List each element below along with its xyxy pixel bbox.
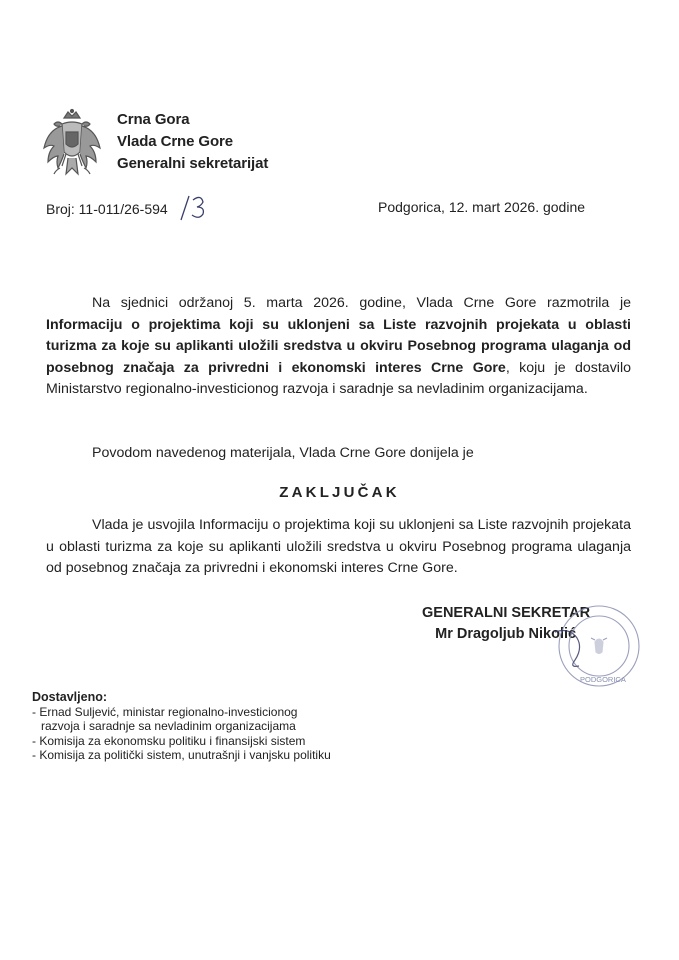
distribution-title: Dostavljeno: xyxy=(32,690,108,704)
official-stamp-icon xyxy=(555,602,643,688)
paragraph-session-end: , koju je dostavilo Ministarstvo regionalno-investicionog razvoja i saradnje sa nevladinim organizacijama. xyxy=(46,359,631,397)
handwritten-annotation xyxy=(171,192,221,222)
list-item: - Ernad Suljević, ministar regionalno-investicionog xyxy=(32,704,298,719)
document-date: Podgorica, 12. mart 2026. godine xyxy=(378,199,586,215)
organization-header xyxy=(117,109,268,175)
paragraph-conclusion xyxy=(46,515,631,580)
org-line-government: Vlada Crne Gore xyxy=(117,133,234,150)
coat-of-arms-icon xyxy=(40,108,104,184)
list-item: - Komisija za ekonomsku politiku i finansijski sistem xyxy=(32,733,306,748)
stamp-city: PODGORICA xyxy=(580,675,626,684)
signature-name: Mr Dragoljub Nikolić xyxy=(435,626,577,642)
paragraph-session xyxy=(46,293,631,401)
org-line-country: Crna Gora xyxy=(117,111,190,128)
paragraph-session-subject: Informaciju o projektima koji su uklonjeni sa Liste razvojnih projekata u oblasti turizma za koje su aplikanti uložili sredstva u okviru Posebnog programa ulaganja od posebnog značaja za privredni i ekonomski interes Crne Gore xyxy=(46,316,631,376)
paragraph-decision-intro xyxy=(46,443,631,465)
handwritten-text: /3 xyxy=(171,192,172,193)
list-item: razvoja i saradnje sa nevladinim organizacijama xyxy=(41,719,296,733)
paragraph-decision-text: Povodom navedenog materijala, Vlada Crne Gore donijela je xyxy=(92,445,474,461)
distribution-list xyxy=(32,690,331,763)
paragraph-session-intro: Na sjednici održanoj 5. marta 2026. godine, Vlada Crne Gore razmotrila je xyxy=(92,295,631,311)
paragraph-conclusion-text: Vlada je usvojila Informaciju o projektima koji su uklonjeni sa Liste razvojnih projekata u oblasti turizma za koje su aplikanti uložili sredstva u okviru Posebnog programa ulaganja od posebnog značaja za privredni i ekonomski interes Crne Gore. xyxy=(46,517,631,576)
list-item: - Komisija za politički sistem, unutrašnji i vanjsku politiku xyxy=(32,748,331,762)
reference-number: Broj: 11-011/26-594 xyxy=(46,201,168,217)
org-line-secretariat: Generalni sekretarijat xyxy=(117,155,269,172)
conclusion-title: ZAKLJUČAK xyxy=(279,484,400,501)
signature-role: GENERALNI SEKRETAR xyxy=(422,605,591,621)
